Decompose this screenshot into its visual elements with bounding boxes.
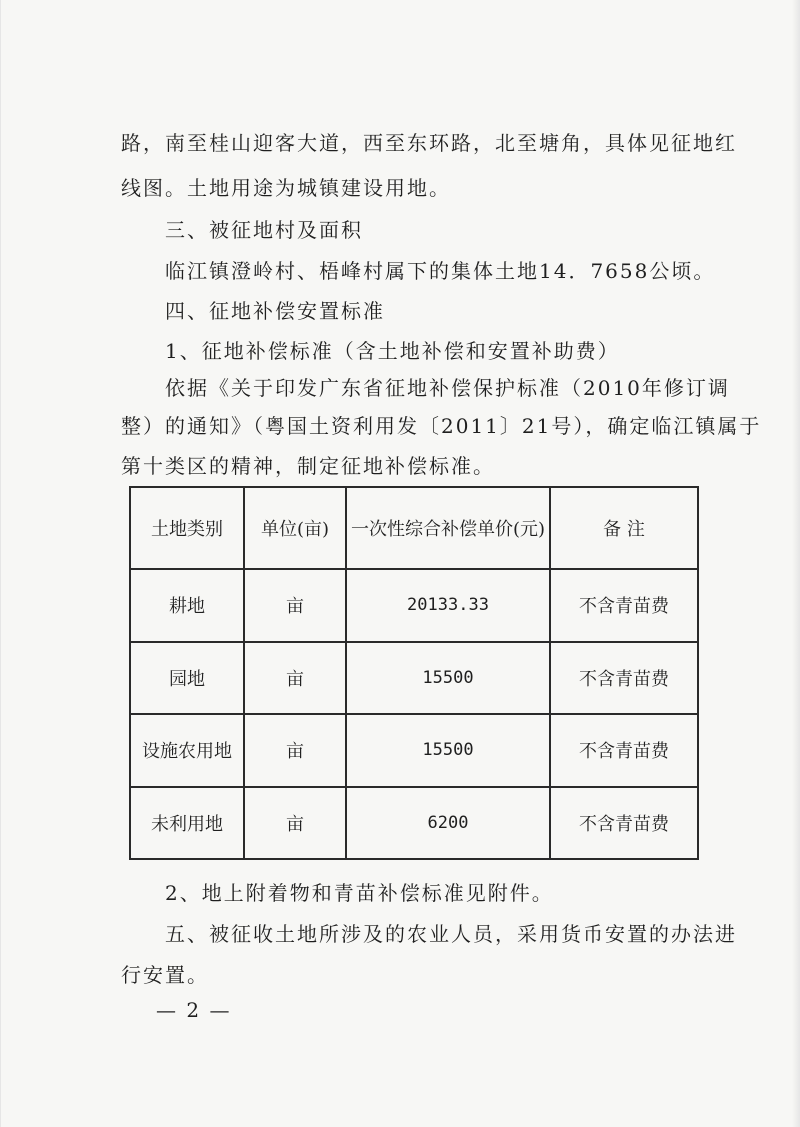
page-number: — 2 — xyxy=(156,998,232,1022)
table-row xyxy=(130,642,698,715)
compensation-table xyxy=(129,486,689,860)
land-type-cell: 耕地 xyxy=(130,569,244,642)
land-type-cell: 园地 xyxy=(130,642,244,715)
land-type-cell: 未利用地 xyxy=(130,787,244,860)
text-line: 临江镇澄岭村、梧峰村属下的集体土地14．7658公顷。 xyxy=(165,259,716,283)
text-line: 2、地上附着物和青苗补偿标准见附件。 xyxy=(165,881,554,905)
remarks-cell: 不含青苗费 xyxy=(550,642,698,715)
column-header-unit: 单位(亩) xyxy=(244,487,346,569)
unit-cell: 亩 xyxy=(244,569,346,642)
price-cell: 6200 xyxy=(346,787,550,860)
text-line: 行安置。 xyxy=(121,963,209,987)
section-heading: 三、被征地村及面积 xyxy=(165,218,363,242)
text-line: 线图。土地用途为城镇建设用地。 xyxy=(121,176,451,200)
price-cell: 15500 xyxy=(346,642,550,715)
section-heading: 五、被征收土地所涉及的农业人员，采用货币安置的办法进 xyxy=(165,922,737,946)
remarks-cell: 不含青苗费 xyxy=(550,714,698,787)
section-heading: 四、征地补偿安置标准 xyxy=(165,299,385,323)
remarks-cell: 不含青苗费 xyxy=(550,787,698,860)
column-header-unit-price: 一次性综合补偿单价(元) xyxy=(346,487,550,569)
table-row xyxy=(130,787,698,860)
text-line: 第十类区的精神，制定征地补偿标准。 xyxy=(121,454,495,478)
land-type-cell: 设施农用地 xyxy=(130,714,244,787)
table-row xyxy=(130,714,698,787)
remarks-cell: 不含青苗费 xyxy=(550,569,698,642)
text-line: 路，南至桂山迎客大道，西至东环路，北至塘角，具体见征地红 xyxy=(121,131,737,155)
unit-cell: 亩 xyxy=(244,787,346,860)
column-header-remarks: 备 注 xyxy=(550,487,698,569)
column-header-land-type: 土地类别 xyxy=(130,487,244,569)
unit-cell: 亩 xyxy=(244,642,346,715)
text-line: 依据《关于印发广东省征地补偿保护标准（2010年修订调 xyxy=(165,376,730,400)
price-cell: 20133.33 xyxy=(346,569,550,642)
text-line: 整）的通知》（粤国土资利用发〔2011〕21号），确定临江镇属于 xyxy=(121,414,762,438)
subheading: 1、征地补偿标准（含土地补偿和安置补助费） xyxy=(165,339,620,363)
unit-cell: 亩 xyxy=(244,714,346,787)
price-cell: 15500 xyxy=(346,714,550,787)
table-row xyxy=(130,569,698,642)
